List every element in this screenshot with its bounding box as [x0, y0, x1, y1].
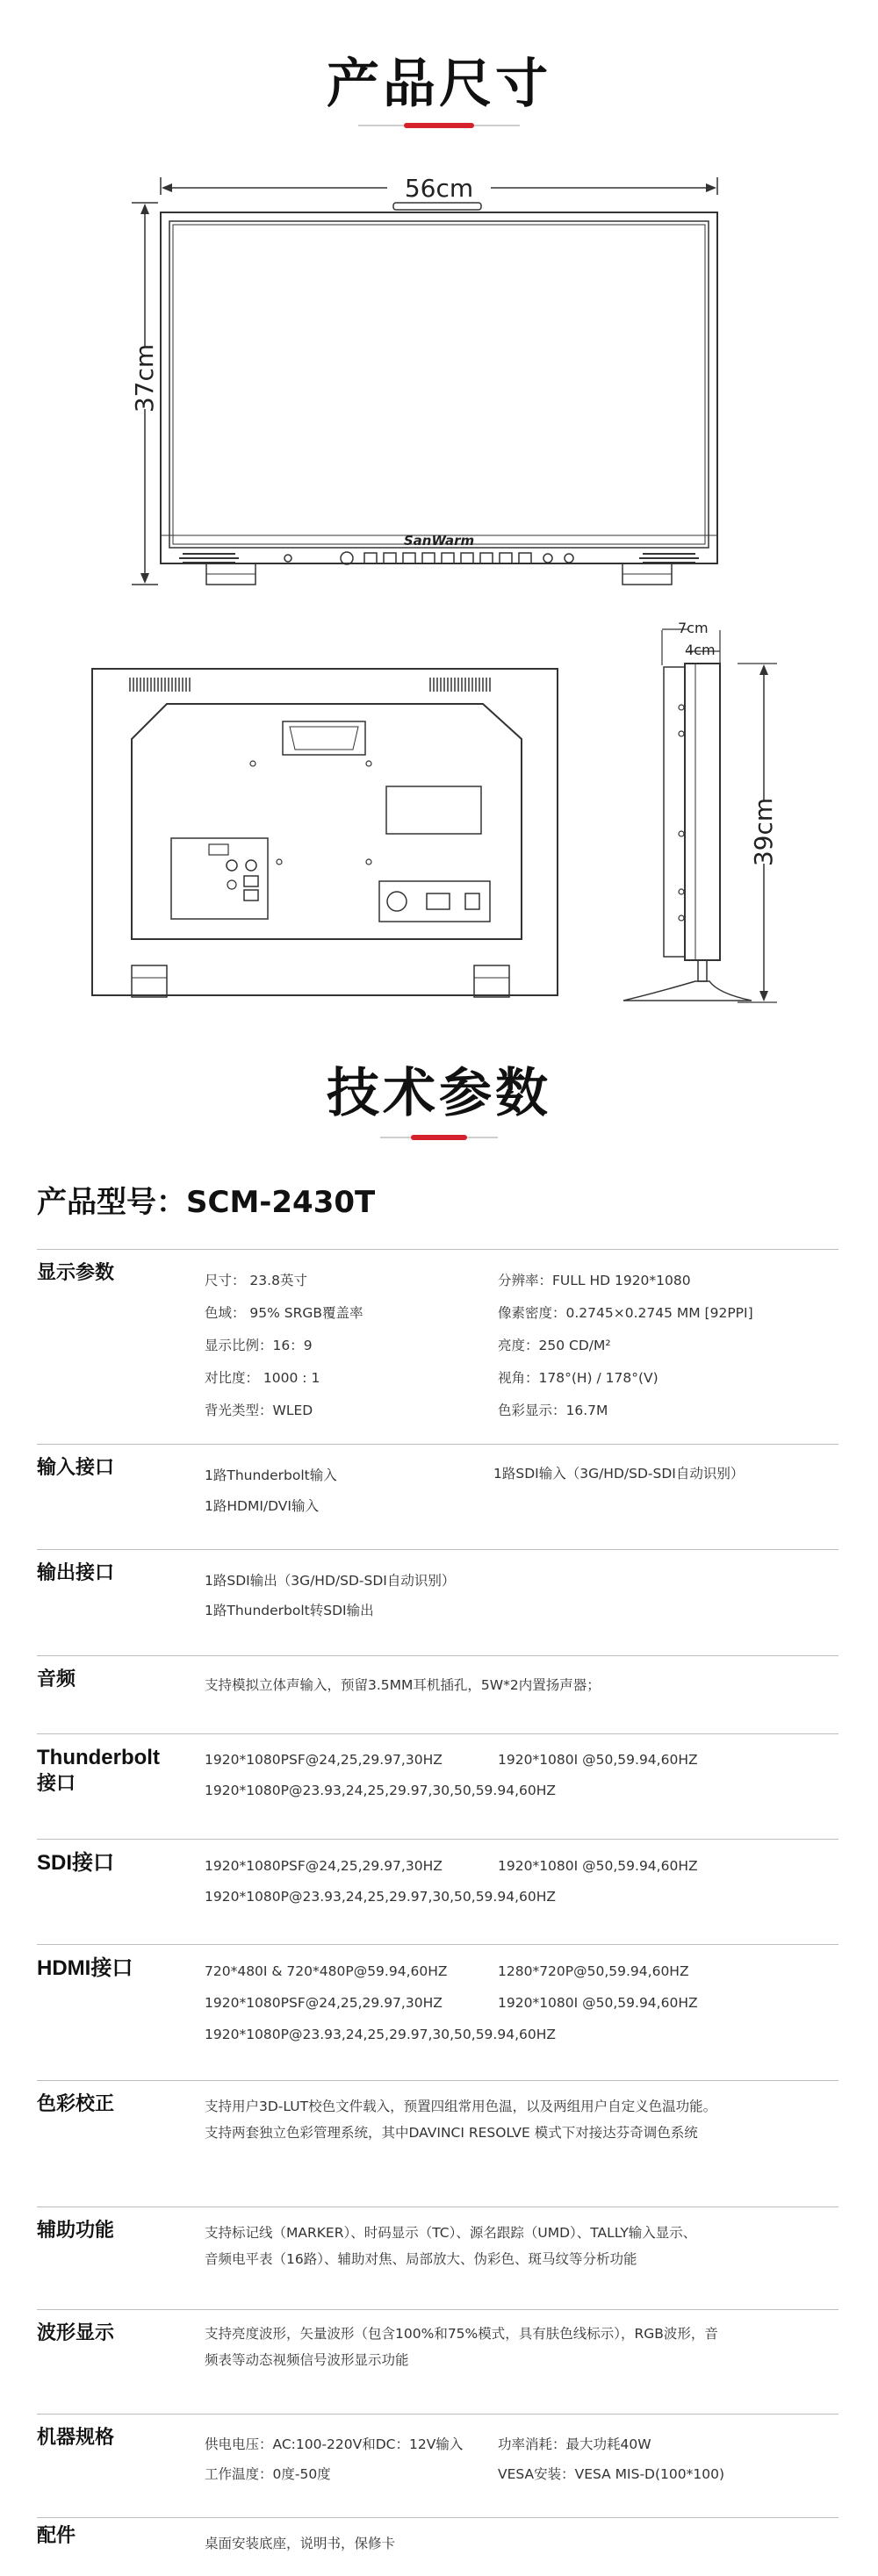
spec-value: 分辨率：FULL HD 1920*1080 [498, 1273, 691, 1288]
monitor-back-diagram [0, 658, 615, 1009]
spec-label: 配件 [37, 2525, 76, 2547]
spec-table [37, 1249, 838, 2571]
spec-row-output [37, 1549, 838, 1655]
product-model: 产品型号：SCM-2430T [37, 1185, 376, 1220]
section-title-dimensions: 产品尺寸 [327, 54, 551, 115]
spec-value: 支持模拟立体声输入，预留3.5MM耳机插孔，5W*2内置扬声器； [205, 1677, 601, 1693]
monitor-side-diagram [597, 614, 878, 1018]
spec-value: 1920*1080P@23.93,24,25,29.97,30,50,59.94,60HZ [205, 2027, 556, 2042]
spec-value: 1路Thunderbolt转SDI输出 [205, 1603, 374, 1618]
spec-row-hdmi [37, 1944, 838, 2080]
spec-label: HDMI接口 [37, 1956, 133, 1980]
section-title-specs: 技术参数 [327, 1063, 551, 1124]
spec-value: 1920*1080I @50,59.94,60HZ [498, 1752, 698, 1768]
title-underline [358, 123, 520, 128]
spec-value: 1路SDI输出（3G/HD/SD-SDI自动识别） [205, 1573, 456, 1589]
spec-label: 色彩校正 [37, 2093, 115, 2115]
spec-value: 1920*1080P@23.93,24,25,29.97,30,50,59.94,60HZ [205, 1783, 556, 1798]
spec-row-machine [37, 2414, 838, 2517]
spec-row-wave [37, 2309, 838, 2414]
spec-value: 1920*1080PSF@24,25,29.97,30HZ [205, 1858, 443, 1874]
title-underline [380, 1135, 498, 1140]
spec-label: 波形显示 [37, 2322, 115, 2344]
spec-value: 背光类型：WLED [205, 1403, 313, 1418]
spec-value: 桌面安装底座，说明书，保修卡 [205, 2536, 396, 2551]
spec-value: 像素密度：0.2745×0.2745 MM [92PPI] [498, 1305, 753, 1321]
spec-label: 输出接口 [37, 1562, 115, 1584]
spec-label: Thunderbolt 接口 [37, 1746, 160, 1795]
spec-value: 显示比例：16：9 [205, 1338, 313, 1353]
spec-value: 供电电压：AC:100-220V和DC：12V输入 [205, 2436, 464, 2452]
width-label: 56cm [404, 174, 474, 203]
spec-row-thunderbolt [37, 1733, 838, 1839]
stand-height-label: 39cm [749, 797, 778, 867]
spec-row-sdi [37, 1839, 838, 1944]
spec-label: 显示参数 [37, 1262, 115, 1284]
spec-value: 1路SDI输入（3G/HD/SD-SDI自动识别） [493, 1466, 745, 1482]
spec-label: 辅助功能 [37, 2220, 115, 2242]
spec-value: 对比度： 1000 : 1 [205, 1370, 320, 1386]
spec-value: 720*480I & 720*480P@59.94,60HZ [205, 1963, 448, 1979]
spec-value: 1路Thunderbolt输入 [205, 1467, 337, 1483]
depth-total-label: 7cm [678, 620, 709, 636]
spec-value: 支持用户3D-LUT校色文件载入，预置四组常用色温，以及两组用户自定义色温功能。 支持两套独立色彩管理系统，其中DAVINCI RESOLVE 模式下对接达芬奇调色系统 [205, 2099, 717, 2141]
spec-value: 工作温度：0度-50度 [205, 2466, 331, 2482]
spec-value: VESA安装：VESA MIS-D(100*100) [498, 2466, 725, 2482]
spec-row-audio [37, 1655, 838, 1733]
spec-label: SDI接口 [37, 1851, 115, 1875]
spec-value: 色域： 95% SRGB覆盖率 [205, 1305, 363, 1321]
depth-panel-label: 4cm [685, 642, 716, 658]
spec-value: 1280*720P@50,59.94,60HZ [498, 1963, 689, 1979]
spec-value: 亮度：250 CD/M² [498, 1338, 611, 1353]
monitor-front-diagram [0, 158, 878, 614]
spec-value: 色彩显示：16.7M [498, 1403, 608, 1418]
spec-row-accessory [37, 2517, 838, 2571]
spec-value: 尺寸： 23.8英寸 [205, 1273, 307, 1288]
spec-label: 机器规格 [37, 2427, 115, 2449]
spec-value: 1路HDMI/DVI输入 [205, 1498, 319, 1514]
spec-value: 1920*1080I @50,59.94,60HZ [498, 1995, 698, 2011]
spec-value: 1920*1080PSF@24,25,29.97,30HZ [205, 1752, 443, 1768]
spec-value: 1920*1080PSF@24,25,29.97,30HZ [205, 1995, 443, 2011]
spec-value: 支持亮度波形，矢量波形（包含100%和75%模式，具有肤色线标示），RGB波形，音 频表等动态视频信号波形显示功能 [205, 2326, 718, 2368]
spec-value: 1920*1080P@23.93,24,25,29.97,30,50,59.94,60HZ [205, 1889, 556, 1905]
spec-value: 视角：178°(H) / 178°(V) [498, 1370, 658, 1386]
spec-row-color [37, 2080, 838, 2206]
spec-label: 音频 [37, 1668, 76, 1690]
spec-value: 支持标记线（MARKER）、时码显示（TC）、源名跟踪（UMD）、TALLY输入显示、 音频电平表（16路）、辅助对焦、局部放大、伪彩色、斑马纹等分析功能 [205, 2225, 697, 2267]
brand-logo: SanWarm [403, 533, 475, 549]
spec-value: 功率消耗：最大功耗40W [498, 2436, 651, 2452]
spec-row-input [37, 1444, 838, 1549]
spec-value: 1920*1080I @50,59.94,60HZ [498, 1858, 698, 1874]
spec-row-display [37, 1249, 838, 1444]
spec-row-aux [37, 2206, 838, 2309]
spec-label: 输入接口 [37, 1457, 115, 1479]
height-label: 37cm [130, 343, 159, 413]
